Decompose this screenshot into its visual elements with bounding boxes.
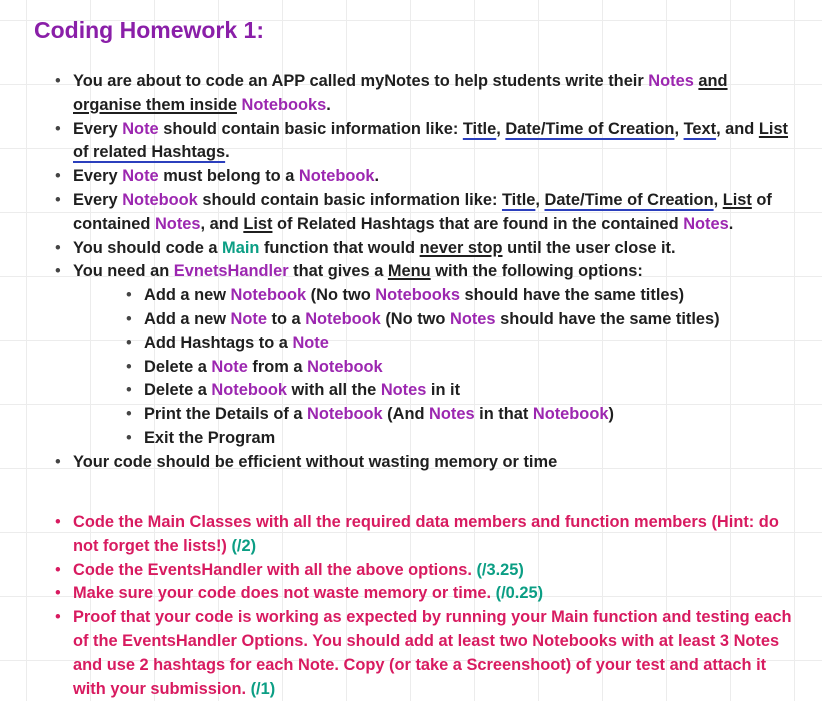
- item-text: from a: [247, 357, 308, 376]
- underlined-menu: Menu: [387, 262, 431, 281]
- item-text: with all the: [287, 381, 381, 400]
- item-text: should have the same titles): [495, 309, 720, 328]
- item-text: Print the Details of a: [144, 405, 308, 424]
- item-text: ,: [713, 190, 723, 209]
- list-item-notebook-info: [52, 189, 792, 237]
- item-text: Add Hashtags to a: [144, 333, 293, 352]
- underlined-list: List: [722, 190, 752, 209]
- item-text: You are about to code an APP called myNotes to help students write their: [73, 72, 649, 90]
- underlined-title: Title: [462, 119, 497, 138]
- item-text: ,: [674, 119, 684, 138]
- item-text: in that: [474, 405, 533, 424]
- underlined-date-time: Date/Time of Creation: [505, 119, 675, 138]
- underlined-list: List: [758, 119, 789, 138]
- menu-option-delete-notebook: [123, 379, 792, 403]
- item-text: ): [608, 405, 614, 424]
- item-text: of Related Hashtags that are found in the contained: [272, 214, 684, 233]
- keyword-notebook: Notebook: [532, 405, 609, 424]
- item-text: Proof that your code is working as expected by running your Main function and testing each of the EventsHandler Options. You should add at least two Notebooks with at least 3 Notes and use 2 hashtags for each Note. Copy (or take a Screenshoot) of your test and attach it with your submission.: [73, 608, 792, 698]
- item-text: Add a new: [144, 309, 231, 328]
- score-label: (/3.25): [476, 560, 524, 579]
- item-text: Your code should be efficient without wasting memory or time: [73, 452, 558, 471]
- keyword-notebooks: Notebooks: [375, 286, 460, 305]
- menu-options-list: [123, 284, 792, 451]
- score-label: (/1): [250, 679, 276, 698]
- keyword-note: Note: [122, 167, 159, 186]
- keyword-events-handler: EvnetsHandler: [173, 262, 289, 281]
- item-text: should contain basic information like:: [158, 119, 463, 138]
- item-text: should have the same titles): [460, 286, 685, 305]
- keyword-notes: Notes: [449, 309, 496, 328]
- menu-option-exit: [123, 427, 792, 451]
- keyword-note: Note: [122, 119, 159, 138]
- keyword-note: Note: [211, 357, 248, 376]
- item-text: should contain basic information like:: [197, 190, 502, 209]
- item-text: Every: [73, 119, 123, 138]
- menu-option-add-note: [123, 308, 792, 332]
- item-text: Delete a: [144, 357, 212, 376]
- menu-option-add-notebook: [123, 284, 792, 308]
- requirements-list: [52, 70, 792, 475]
- item-text: , and: [716, 119, 759, 138]
- grading-item-proof: [52, 606, 792, 701]
- list-item-note-info: [52, 118, 792, 166]
- score-label: (/2): [231, 536, 257, 555]
- item-text: Code the Main Classes with all the required data members and function members (Hint: do not forget the lists!): [73, 513, 779, 555]
- keyword-notes: Notes: [648, 72, 694, 90]
- item-text: that gives a: [288, 262, 388, 281]
- underlined-never-stop: never stop: [419, 238, 503, 257]
- item-text: .: [225, 143, 230, 162]
- item-text: (And: [382, 405, 430, 424]
- list-item-main-function: [52, 237, 792, 261]
- keyword-notes: Notes: [380, 381, 427, 400]
- item-text: Exit the Program: [144, 428, 276, 447]
- item-text: Every: [73, 167, 123, 186]
- grading-item-main-classes: [52, 511, 792, 559]
- underlined-text: and organise them inside: [73, 72, 728, 114]
- grading-item-memory: [52, 582, 792, 606]
- item-text: ,: [535, 190, 545, 209]
- keyword-notebook: Notebook: [211, 381, 287, 400]
- item-text: Every: [73, 190, 123, 209]
- keyword-notebooks: Notebooks: [241, 95, 327, 114]
- grading-item-events-handler: [52, 559, 792, 583]
- underlined-date-time: Date/Time of Creation: [544, 190, 714, 209]
- item-text: ,: [496, 119, 506, 138]
- keyword-note: Note: [230, 309, 267, 328]
- menu-option-delete-note: [123, 356, 792, 380]
- score-label: (/0.25): [495, 584, 544, 603]
- item-text: Code the EventsHandler with all the above options.: [73, 560, 477, 579]
- menu-option-add-hashtags: [123, 332, 792, 356]
- item-text: of contained: [73, 190, 772, 233]
- list-item-efficiency: [52, 451, 792, 475]
- item-text: with the following options:: [430, 262, 643, 281]
- list-item-events-handler: [52, 260, 792, 450]
- list-item-note-belongs: [52, 165, 792, 189]
- grading-list: [52, 511, 792, 701]
- keyword-main: Main: [222, 238, 260, 257]
- keyword-notebook: Notebook: [305, 309, 381, 328]
- item-text: (No two: [380, 309, 450, 328]
- underlined-hashtags: of related Hashtags: [73, 143, 226, 162]
- underlined-list: List: [243, 214, 273, 233]
- list-item-app-intro: [52, 70, 792, 118]
- item-text: .: [326, 95, 331, 114]
- item-text: to a: [266, 309, 306, 328]
- keyword-notes: Notes: [683, 214, 729, 233]
- keyword-notebook: Notebook: [307, 357, 383, 376]
- item-text: Delete a: [144, 381, 212, 400]
- keyword-notebook: Notebook: [298, 167, 375, 186]
- item-text: (No two: [306, 286, 376, 305]
- item-text: You need an: [73, 262, 174, 281]
- item-text: You should code a: [73, 238, 223, 257]
- keyword-notebook: Notebook: [230, 286, 307, 305]
- item-text: function that would: [259, 238, 420, 257]
- item-text: must belong to a: [158, 167, 299, 186]
- item-text: .: [374, 167, 380, 186]
- item-text: in it: [426, 381, 461, 400]
- item-text: Add a new: [144, 286, 231, 305]
- underlined-title: Title: [501, 190, 536, 209]
- menu-option-print-details: [123, 403, 792, 427]
- keyword-notes: Notes: [154, 214, 201, 233]
- item-text: .: [728, 214, 734, 233]
- item-text: , and: [200, 214, 244, 233]
- keyword-notebook: Notebook: [307, 405, 383, 424]
- keyword-notebook: Notebook: [122, 190, 198, 209]
- page-title: Coding Homework 1:: [34, 17, 265, 43]
- item-text: Make sure your code does not waste memory or time.: [73, 584, 496, 603]
- keyword-note: Note: [292, 333, 329, 352]
- item-text: until the user close it.: [502, 238, 676, 257]
- keyword-notes: Notes: [429, 405, 475, 424]
- underlined-text-field: Text: [683, 119, 717, 138]
